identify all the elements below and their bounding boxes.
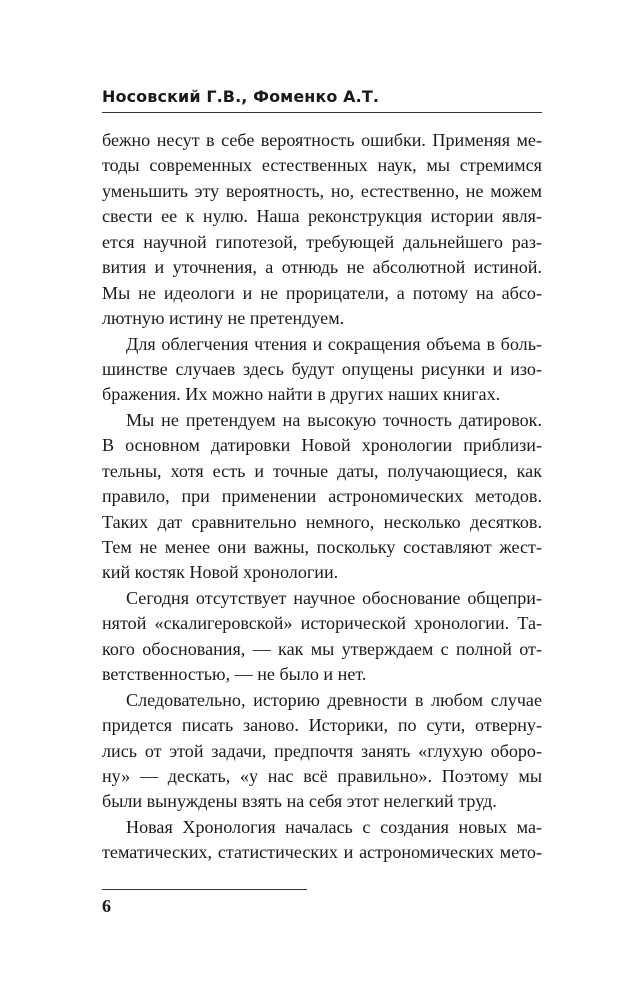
text-line: свести ее к нулю. Наша реконструкция истории явля- <box>102 206 542 227</box>
running-header-author: Носовский Г.В., Фоменко А.Т. <box>102 87 380 106</box>
text-line: придется писать заново. Историки, по сути, отверну- <box>102 715 542 736</box>
text-line: Мы не идеологи и не прорицатели, а потому на абсо- <box>102 282 542 303</box>
text-line: Новая Хронология началась с создания новых ма- <box>126 816 542 837</box>
text-line: тематических, статистических и астрономических мето- <box>102 842 542 863</box>
text-line: были вынуждены взять на себя этот нелегкий труд. <box>102 791 497 812</box>
text-line: В основном датировки Новой хронологии приблизи- <box>102 435 542 456</box>
text-line: ется научной гипотезой, требующей дальнейшего раз- <box>102 231 542 252</box>
text-line: Для облегчения чтения и сокращения объема в боль- <box>126 333 542 354</box>
text-line: вития и уточнения, а отнюдь не абсолютной истиной. <box>102 257 542 278</box>
text-line: Сегодня отсутствует научное обоснование общепри- <box>126 587 542 608</box>
text-line: шинстве случаев здесь будут опущены рисунки и изо- <box>102 358 542 379</box>
text-line: Следовательно, историю древности в любом случае <box>126 689 542 710</box>
footer-rule <box>102 889 307 890</box>
text-line: лютную истину не претендуем. <box>102 308 345 329</box>
text-line: Таких дат сравнительно немного, несколько десятков. <box>102 511 542 532</box>
text-line: Тем не менее они важны, поскольку составляют жест- <box>102 537 542 557</box>
header-rule <box>102 112 542 113</box>
text-line: бражения. Их можно найти в других наших книгах. <box>102 384 501 405</box>
page-number: 6 <box>102 896 111 916</box>
text-line: лись от этой задачи, предпочтя занять «глухую оборо- <box>102 740 542 761</box>
body-text <box>102 128 542 866</box>
text-line: бежно несут в себе вероятность ошибки. Применяя ме- <box>102 130 542 150</box>
text-line: тоды современных естественных наук, мы стремимся <box>102 155 542 176</box>
text-line: правило, при применении астрономических методов. <box>102 486 542 507</box>
text-line: уменьшить эту вероятность, но, естественно, не можем <box>102 180 542 201</box>
text-line: ну» — дескать, «у нас всё правильно». Поэтому мы <box>102 765 542 786</box>
text-line: кий костяк Новой хронологии. <box>102 562 339 583</box>
text-line: ветственностью, — не было и нет. <box>102 664 367 685</box>
text-line: кого обоснования, — как мы утверждаем с полной от- <box>102 638 542 659</box>
text-line: Мы не претендуем на высокую точность датировок. <box>126 409 542 430</box>
text-line: тельны, хотя есть и точные даты, получающиеся, как <box>102 460 542 481</box>
text-line: нятой «скалигеровской» исторической хронологии. Та- <box>102 613 542 634</box>
